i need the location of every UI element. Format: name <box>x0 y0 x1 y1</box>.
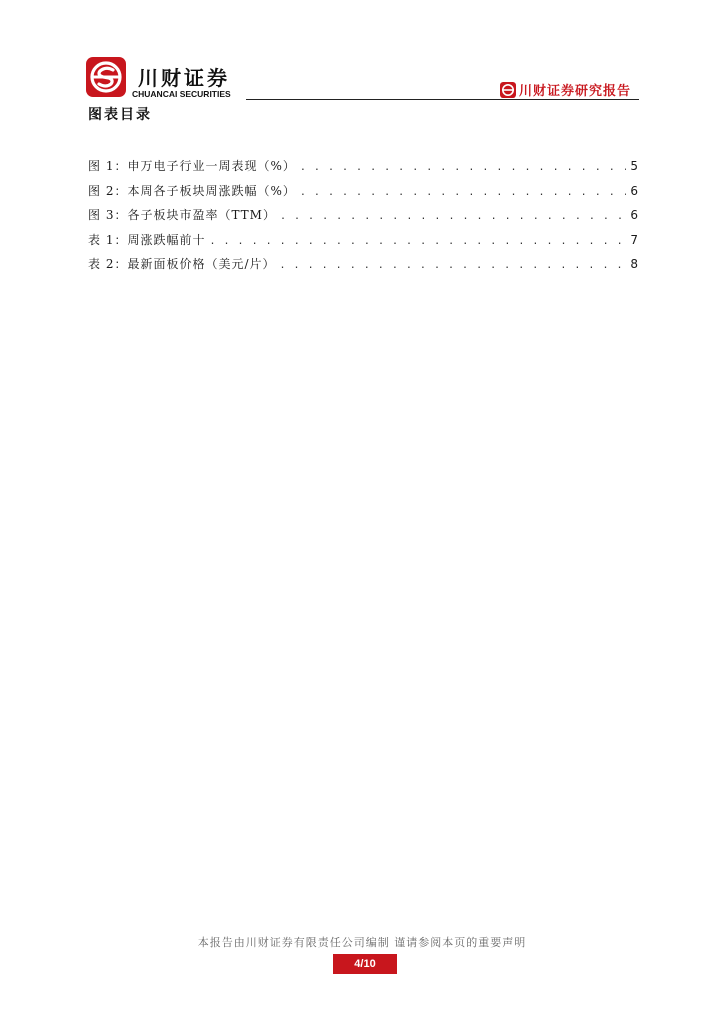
toc-entry[interactable] <box>88 157 638 182</box>
toc-title: 图表目录 <box>88 107 152 123</box>
footer-disclaimer: 本报告由川财证券有限责任公司编制 谨请参阅本页的重要声明 <box>197 936 527 949</box>
page-number: 4/10 <box>333 954 397 974</box>
table-of-figures <box>88 157 638 280</box>
company-name-cn: 川财证券 <box>138 66 230 90</box>
toc-leader-dots <box>280 211 626 222</box>
toc-entry-page: 5 <box>630 159 638 173</box>
toc-entry-page: 7 <box>630 232 638 247</box>
toc-entry[interactable] <box>88 182 638 207</box>
page-header <box>0 0 724 110</box>
toc-entry[interactable] <box>88 231 638 256</box>
toc-entry-label: 表 2：最新面板价格（美元/片） <box>88 257 276 271</box>
report-brand-text: 川财证券研究报告 <box>519 84 632 99</box>
toc-entry-page: 8 <box>630 257 638 271</box>
toc-entry-page: 6 <box>630 183 638 198</box>
toc-leader-dots <box>300 162 627 173</box>
toc-entry-page: 6 <box>630 208 638 222</box>
toc-leader-dots <box>209 236 626 247</box>
toc-entry[interactable] <box>88 206 638 231</box>
toc-entry-label: 图 3：各子板块市盈率（TTM） <box>88 208 276 222</box>
chuancai-logo-icon <box>86 57 126 97</box>
toc-entry[interactable] <box>88 255 638 280</box>
company-name-en: CHUANCAI SECURITIES <box>132 89 231 99</box>
toc-entry-label: 图 2：本周各子板块周涨跌幅（%） <box>88 183 296 198</box>
chuancai-mini-logo-icon <box>500 82 516 98</box>
toc-entry-label: 图 1：申万电子行业一周表现（%） <box>88 159 296 173</box>
toc-leader-dots <box>300 187 627 198</box>
toc-entry-label: 表 1：周涨跌幅前十 <box>88 232 206 247</box>
report-brand <box>500 80 631 99</box>
header-divider <box>246 99 639 100</box>
toc-leader-dots <box>280 260 627 271</box>
